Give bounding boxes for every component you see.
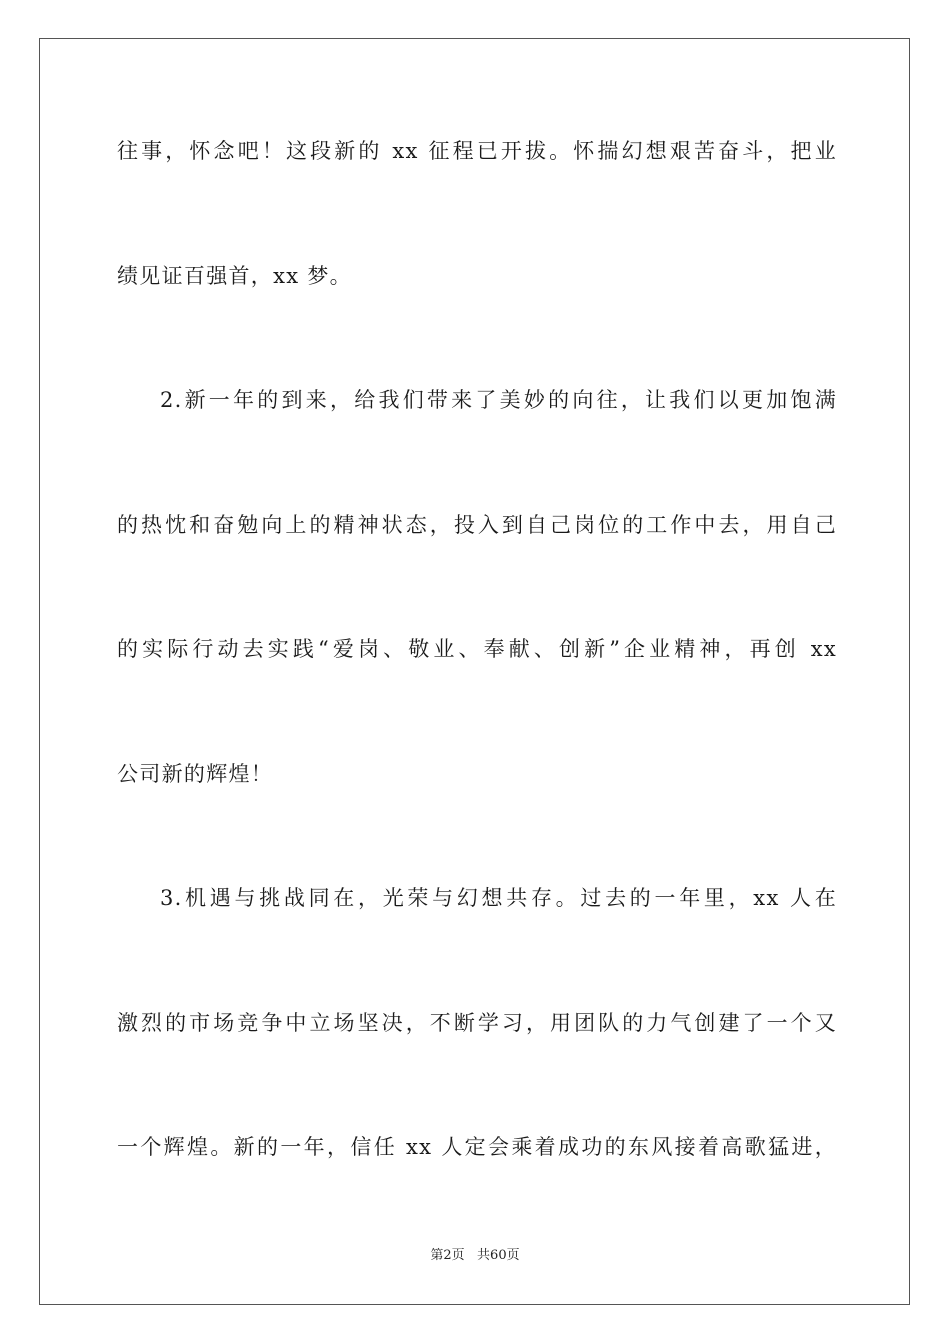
paragraph-line: 的热忱和奋勉向上的精神状态，投入到自己岗位的工作中去，用自己 [117,513,837,537]
paragraph-line: 一个辉煌。新的一年，信任 xx 人定会乘着成功的东风接着高歌猛进， [117,1135,837,1159]
page-border [39,38,910,1305]
page-footer: 第2页 共60页 [430,1248,520,1263]
paragraph-line: 2.新一年的到来，给我们带来了美妙的向往，让我们以更加饱满 [160,388,837,412]
paragraph-line: 往事，怀念吧！这段新的 xx 征程已开拔。怀揣幻想艰苦奋斗，把业 [117,139,837,163]
paragraph-line: 绩见证百强首，xx 梦。 [117,264,352,288]
paragraph-line: 的实际行动去实践“爱岗、敬业、奉献、创新”企业精神，再创 xx [117,637,837,661]
paragraph-line: 公司新的辉煌！ [117,762,274,786]
paragraph-line: 3.机遇与挑战同在，光荣与幻想共存。过去的一年里，xx 人在 [160,886,837,910]
paragraph-line: 激烈的市场竞争中立场坚决，不断学习，用团队的力气创建了一个又 [117,1011,837,1035]
